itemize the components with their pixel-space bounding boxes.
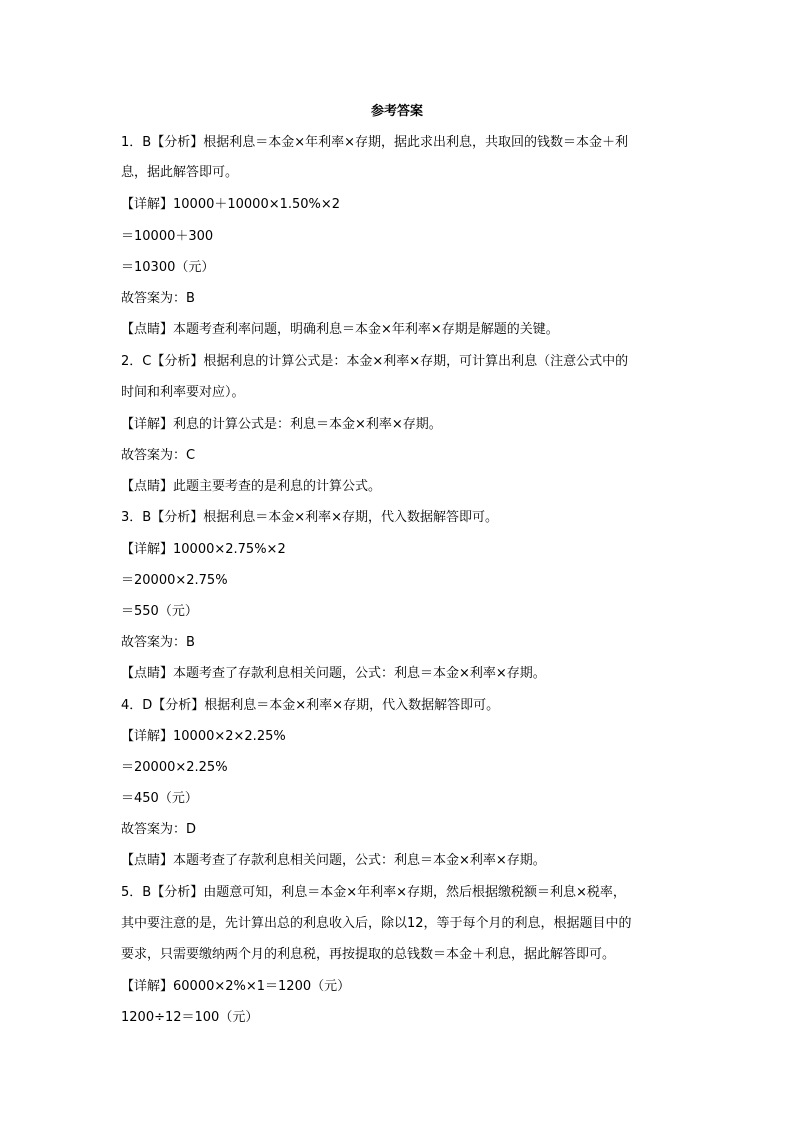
text-line: ＝550（元） (121, 604, 198, 619)
text-line: 4．D【分析】根据利息＝本金×利率×存期，代入数据解答即可。 (121, 698, 500, 713)
text-line: ＝10300（元） (121, 260, 215, 275)
text-line: 故答案为：B (121, 291, 195, 306)
text-line: 其中要注意的是，先计算出总的利息收入后，除以12，等于每个月的利息，根据题目中的 (121, 916, 632, 931)
text-line: ＝450（元） (121, 791, 198, 806)
text-line: ＝20000×2.25% (121, 760, 228, 775)
text-line: 5．B【分析】由题意可知，利息＝本金×年利率×存期，然后根据缴税额＝利息×税率， (121, 885, 626, 900)
text-line: 【点睛】本题考查了存款利息相关问题，公式：利息＝本金×利率×存期。 (121, 666, 546, 681)
text-line: 【详解】利息的计算公式是：利息＝本金×利率×存期。 (121, 417, 442, 432)
text-line: 【详解】60000×2%×1＝1200（元） (121, 979, 351, 994)
text-line: 3．B【分析】根据利息＝本金×利率×存期，代入数据解答即可。 (121, 510, 498, 525)
text-line: 要求，只需要缴纳两个月的利息税，再按提取的总钱数＝本金＋利息，据此解答即可。 (121, 947, 616, 962)
text-line: 【点睛】此题主要考查的是利息的计算公式。 (121, 479, 382, 494)
text-line: 【点睛】本题考查利率问题，明确利息＝本金×年利率×存期是解题的关键。 (121, 322, 559, 337)
text-line: 【点睛】本题考查了存款利息相关问题，公式：利息＝本金×利率×存期。 (121, 853, 546, 868)
text-line: 故答案为：B (121, 635, 195, 650)
text-line: 故答案为：C (121, 448, 196, 463)
text-line: ＝20000×2.75% (121, 573, 228, 588)
text-line: 时间和利率要对应）。 (121, 385, 245, 400)
text-line: 【详解】10000×2×2.25% (121, 729, 286, 744)
text-line: 1200÷12＝100（元） (121, 1010, 259, 1025)
text-line: 【详解】10000＋10000×1.50%×2 (121, 197, 341, 212)
text-line: 息，据此解答即可。 (121, 165, 239, 180)
text-line: ＝10000＋300 (121, 229, 214, 244)
page-title: 参考答案 (370, 104, 423, 119)
text-line: 故答案为：D (121, 822, 197, 837)
text-line: 1．B【分析】根据利息＝本金×年利率×存期，据此求出利息，共取回的钱数＝本金＋利 (121, 135, 628, 150)
text-line: 【详解】10000×2.75%×2 (121, 542, 286, 557)
text-line: 2．C【分析】根据利息的计算公式是：本金×利率×存期，可计算出利息（注意公式中的 (121, 354, 629, 369)
